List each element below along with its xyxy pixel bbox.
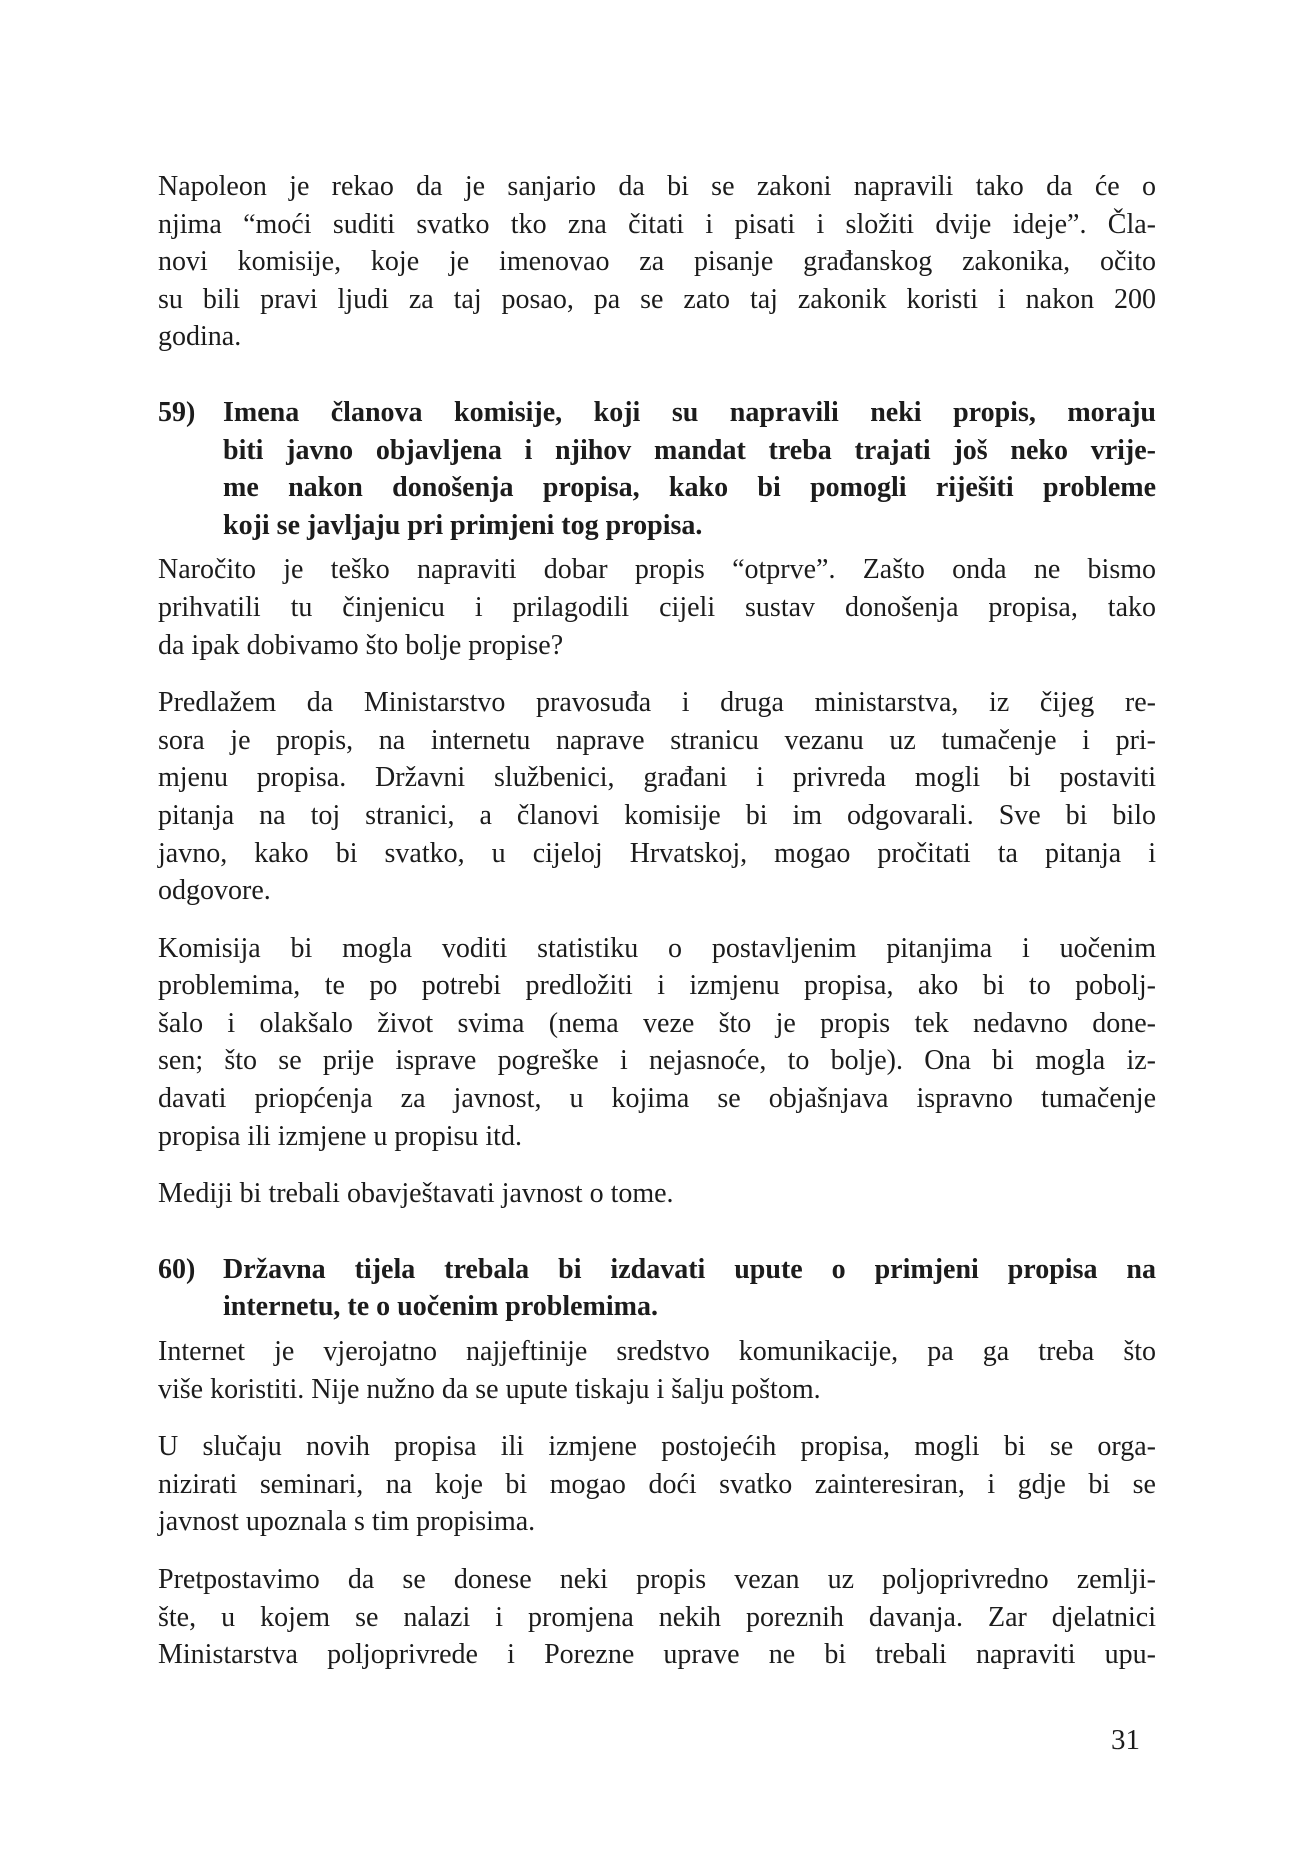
paragraph (158, 684, 1156, 910)
text-line: Imena članova komisije, koji su napravili neki propis, moraju (223, 396, 1156, 428)
text-line: Komisija bi mogla voditi statistiku o postavljenim pitanjima i uočenim (158, 932, 1156, 964)
text-line: šalo i olakšalo život svima (nema veze što je propis tek nedavno done- (158, 1007, 1156, 1039)
text-line: da ipak dobivamo što bolje propise? (158, 629, 564, 661)
text-line: Pretpostavimo da se donese neki propis vezan uz poljoprivredno zemlji- (158, 1564, 1156, 1595)
text-line: U slučaju novih propisa ili izmjene postojećih propisa, mogli bi se orga- (158, 1431, 1156, 1463)
text-line: godina. (158, 321, 242, 353)
page-body (158, 168, 1156, 1674)
text-line: internetu, te o uočenim problemima. (223, 1291, 658, 1323)
text-line: problemima, te po potrebi predložiti i izmjenu propisa, ako bi to pobolj- (158, 970, 1156, 1002)
text-line: Predlažem da Ministarstvo pravosuđa i druga ministarstva, iz čijeg re- (158, 687, 1156, 719)
text-line: propisa ili izmjene u propisu itd. (158, 1120, 522, 1152)
paragraph (158, 168, 1156, 356)
paragraph (158, 1561, 1156, 1674)
text-line: mjenu propisa. Državni službenici, građani i privreda mogli bi postaviti (158, 762, 1156, 794)
page-number: 31 (1111, 1724, 1140, 1756)
text-line: sen; što se prije isprave pogreške i nejasnoće, to bolje). Ona bi mogla iz- (158, 1045, 1156, 1077)
text-line: Mediji bi trebali obavještavati javnost o tome. (158, 1178, 674, 1210)
text-line: javnost upoznala s tim propisima. (158, 1506, 536, 1538)
text-line: Državna tijela trebala bi izdavati upute o primjeni propisa na (223, 1253, 1156, 1285)
text-line: koji se javljaju pri primjeni tog propisa. (223, 509, 703, 541)
text-line: više koristiti. Nije nužno da se upute tiskaju i šalju poštom. (158, 1373, 821, 1405)
text-line: davati priopćenja za javnost, u kojima se objašnjava ispravno tumačenje (158, 1083, 1156, 1115)
text-line: biti javno objavljena i njihov mandat treba trajati još neko vrije- (223, 434, 1156, 466)
text-line: nizirati seminari, na koje bi mogao doći svatko zainteresiran, i gdje bi se (158, 1468, 1156, 1500)
numbered-item (158, 1251, 1156, 1326)
paragraph (158, 551, 1156, 664)
text-line: su bili pravi ljudi za taj posao, pa se zato taj zakonik koristi i nakon 200 (158, 283, 1156, 315)
text-line: odgovore. (158, 875, 271, 907)
text-line: Ministarstva poljoprivrede i Porezne uprave ne bi trebali napraviti upu- (158, 1639, 1156, 1671)
text-line: sora je propis, na internetu naprave stranicu vezanu uz tumačenje i pri- (158, 724, 1156, 756)
text-line: Napoleon je rekao da je sanjario da bi se zakoni napravili tako da će o (158, 171, 1156, 202)
text-line: Naročito je teško napraviti dobar propis “otprve”. Zašto onda ne bismo (158, 554, 1156, 586)
paragraph (158, 1333, 1156, 1408)
text-line: novi komisije, koje je imenovao za pisanje građanskog zakonika, očito (158, 246, 1156, 278)
text-line: prihvatili tu činjenicu i prilagodili cijeli sustav donošenja propisa, tako (158, 591, 1156, 623)
text-line: pitanja na toj stranici, a članovi komisije bi im odgovarali. Sve bi bilo (158, 799, 1156, 831)
item-number: 60) (158, 1253, 196, 1285)
text-line: njima “moći suditi svatko tko zna čitati i pisati i složiti dvije ideje”. Čla- (158, 208, 1156, 240)
item-number: 59) (158, 396, 196, 428)
paragraph (158, 1175, 1156, 1213)
text-line: javno, kako bi svatko, u cijeloj Hrvatskoj, mogao pročitati ta pitanja i (158, 837, 1156, 869)
text-line: me nakon donošenja propisa, kako bi pomogli riješiti probleme (223, 472, 1156, 504)
paragraph (158, 1428, 1156, 1541)
paragraph (158, 930, 1156, 1156)
numbered-item (158, 394, 1156, 544)
text-line: Internet je vjerojatno najjeftinije sredstvo komunikacije, pa ga treba što (158, 1336, 1156, 1368)
text-line: šte, u kojem se nalazi i promjena nekih poreznih davanja. Zar djelatnici (158, 1601, 1156, 1633)
